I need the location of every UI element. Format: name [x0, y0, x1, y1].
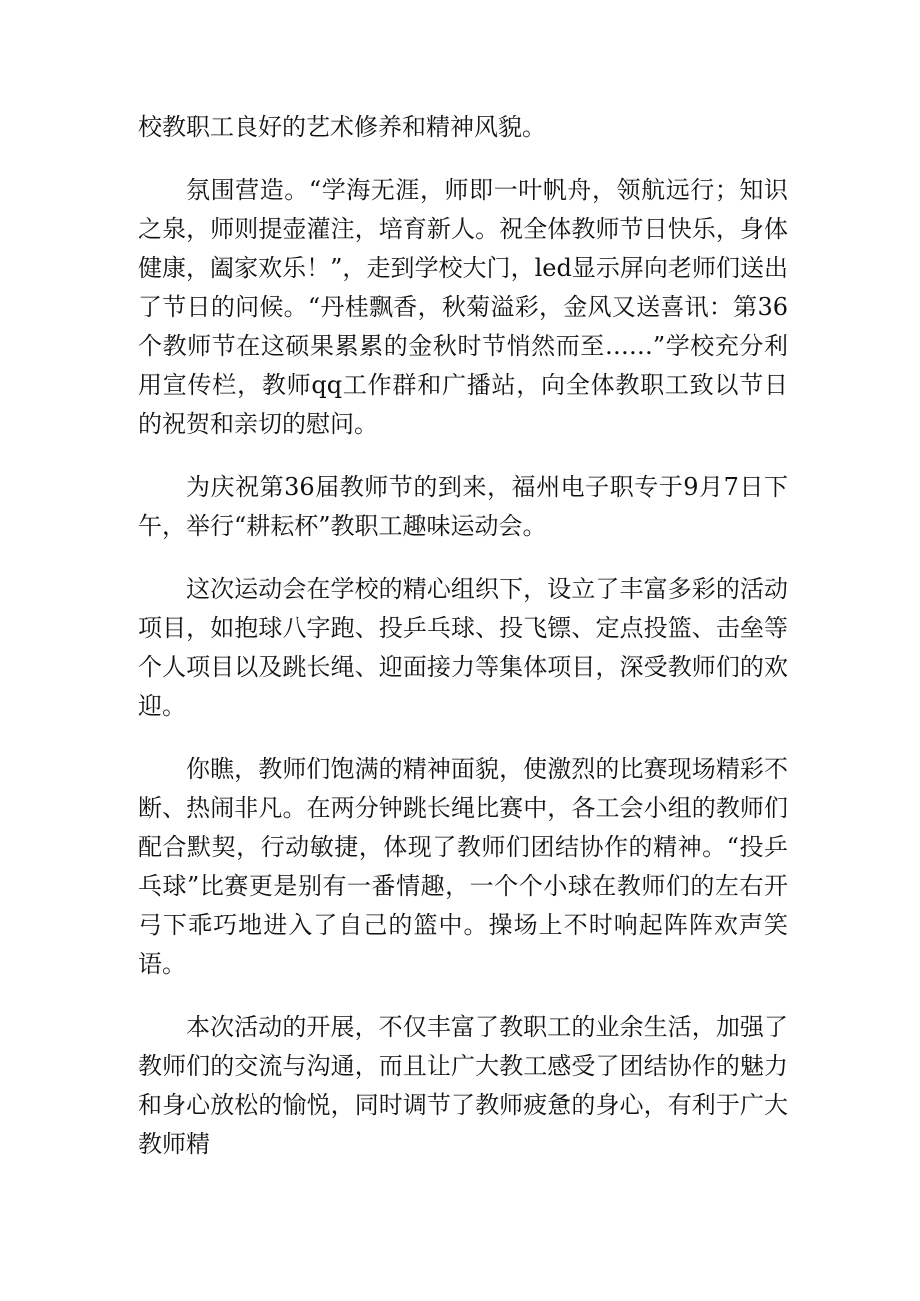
paragraph-competition: 你瞧，教师们饱满的精神面貌，使激烈的比赛现场精彩不断、热闹非凡。在两分钟跳长绳比赛中，各工会小组的教师们配合默契，行动敏捷，体现了教师们团结协作的精神。“投乒乓球”比赛更是别有一番情趣，一个个小球在教师们的左右开弓下乖巧地进入了自己的篮中。操场上不时响起阵阵欢声笑语。	[138, 755, 788, 978]
paragraph-continuation: 校教职工良好的艺术修养和精神风貌。	[138, 113, 546, 141]
paragraph-atmosphere: 氛围营造。“学海无涯，师即一叶帆舟，领航远行；知识之泉，师则提壶灌注，培育新人。祝全体教师节日快乐，身体健康，阖家欢乐！”，走到学校大门，led显示屏向老师们送出了节日的问候。“丹桂飘香，秋菊溢彩，金风又送喜讯：第36个教师节在这硕果累累的金秋时节悄然而至……”学校充分利用宣传栏，教师qq工作群和广播站，向全体教职工致以节日的祝贺和亲切的慰问。	[138, 176, 788, 438]
paragraph-events: 这次运动会在学校的精心组织下，设立了丰富多彩的活动项目，如抱球八字跑、投乒乓球、投飞镖、定点投篮、击垒等个人项目以及跳长绳、迎面接力等集体项目，深受教师们的欢迎。	[138, 575, 788, 720]
document-body	[138, 108, 788, 1188]
paragraph-sports-meet-intro: 为庆祝第36届教师节的到来，福州电子职专于9月7日下午，举行“耕耘杯”教职工趣味运动会。	[138, 473, 788, 540]
paragraph-significance: 本次活动的开展，不仅丰富了教职工的业余生活，加强了教师们的交流与沟通，而且让广大教工感受了团结协作的魅力和身心放松的愉悦，同时调节了教师疲惫的身心，有利于广大教师精	[138, 1013, 788, 1158]
